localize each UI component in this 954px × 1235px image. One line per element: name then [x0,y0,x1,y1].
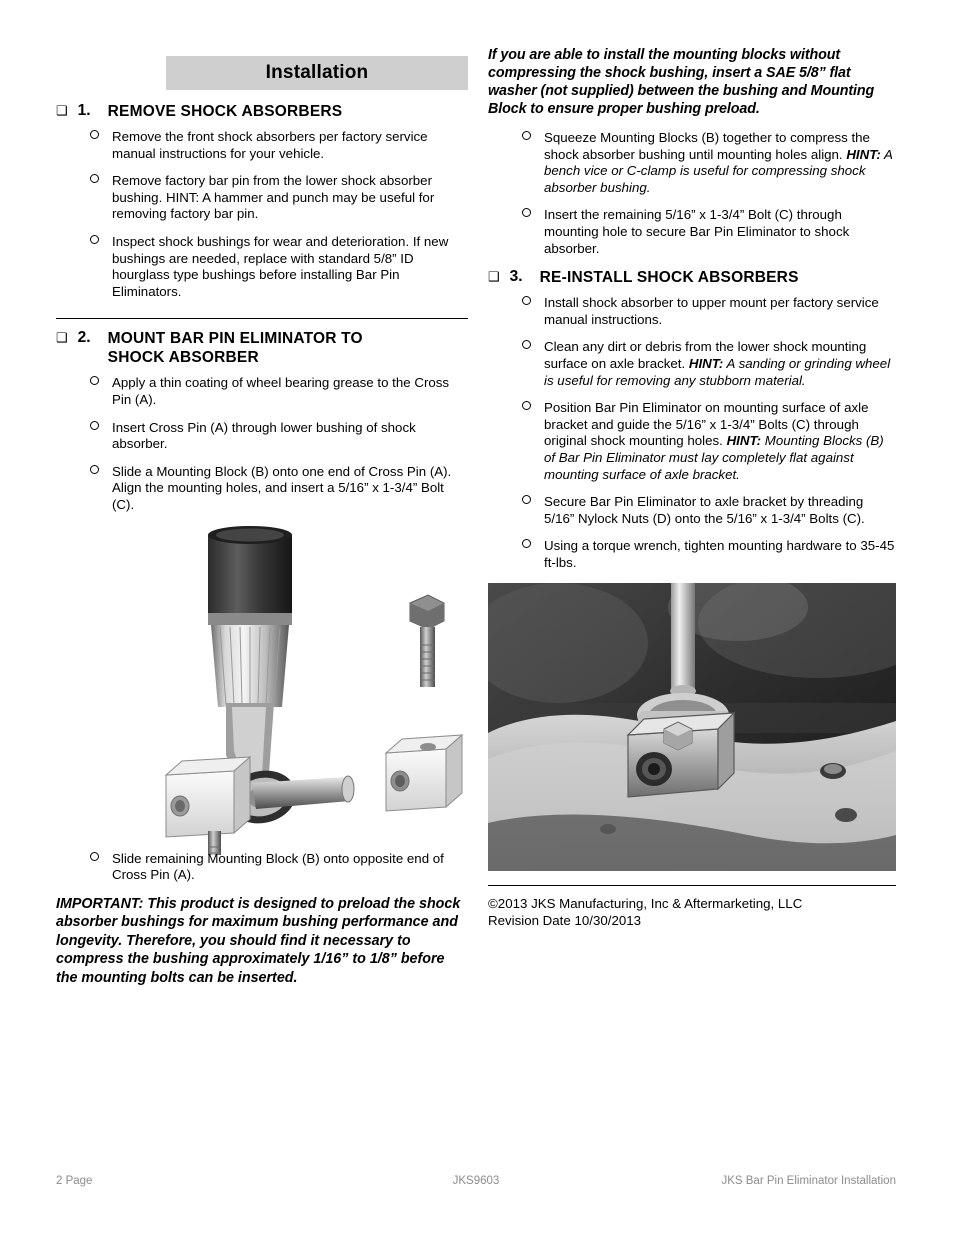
footer-page-number: 2 Page [56,1175,93,1187]
bullet-icon [90,421,99,430]
step-3-heading [488,268,896,287]
installation-photo [488,583,896,871]
list-item [90,851,468,884]
shock-absorber-body [208,526,292,793]
bullet-icon [90,852,99,861]
hint-label: HINT: [726,433,762,449]
bullet-icon [90,376,99,385]
list-item [522,295,896,328]
section-banner: Installation [166,56,468,90]
list-item [90,234,468,300]
bullet-text: Clean any dirt or debris from the lower shock mounting surface on axle bracket. [544,339,867,371]
hint-text: A bench vice or C-clamp is useful for compressing shock absorber bushing. [544,146,893,195]
bullet-text: Apply a thin coating of wheel bearing grease to the Cross Pin (A). [112,375,450,407]
step-1-number: 1. [77,102,91,119]
hint-text: A sanding or grinding wheel is useful for removing any stubborn material. [544,355,891,388]
list-item [522,207,896,257]
divider [488,885,896,886]
continued-bullets [488,130,896,257]
list-item [522,538,896,571]
hint-label: HINT: [846,146,881,162]
divider [56,318,468,319]
bullet-text: Insert the remaining 5/16” x 1-3/4” Bolt (C) through mounting hole to secure Bar Pin Eliminator to shock absorber. [544,207,850,256]
bullet-icon [522,131,531,140]
step-1-title: REMOVE SHOCK ABSORBERS [107,103,343,120]
bullet-text: Slide remaining Mounting Block (B) onto opposite end of Cross Pin (A). [112,850,444,883]
list-item [90,420,468,453]
footer-part-number: JKS9603 [452,1175,500,1187]
bullet-icon [522,296,531,305]
hex-bolt [410,595,444,687]
checkbox-icon: ❑ [56,330,68,346]
bullet-icon [90,235,99,244]
list-item [522,400,896,483]
left-column [56,56,468,987]
mounting-block-left [166,757,250,855]
bar-pin-eliminator-photo [628,713,734,797]
bullet-text: Position Bar Pin Eliminator on mounting surface of axle bracket and guide the 5/16” x 1-3/4” Bolts (C) through original shock mounting holes. [544,400,869,449]
list-item [90,464,468,514]
footer-doc-title: JKS Bar Pin Eliminator Installation [721,1175,896,1187]
bullet-text: Slide a Mounting Block (B) onto one end of Cross Pin (A). Align the mounting holes, and insert a 5/16” x 1-3/4” Bolt (C). [112,463,452,512]
bullet-text: Insert Cross Pin (A) through lower bushing of shock absorber. [112,419,416,452]
checkbox-icon: ❑ [488,269,500,285]
step-2-title: MOUNT BAR PIN ELIMINATOR TO SHOCK ABSORBER [107,330,363,367]
step-2-number: 2. [77,329,91,347]
bullet-text: Inspect shock bushings for wear and deterioration. If new bushings are needed, replace with standard 5/8” ID hourglass type bushings before installing Bar Pin Eliminators. [112,233,449,299]
list-item [90,129,468,162]
right-column [488,46,896,929]
bullet-text: Secure Bar Pin Eliminator to axle bracket by threading 5/16” Nylock Nuts (D) onto the 5/16” x 1-3/4” Bolts (C). [544,494,865,526]
hint-text: Mounting Blocks (B) of Bar Pin Eliminator must lay completely flat against mounting surface of axle bracket. [544,433,884,482]
bullet-text: Squeeze Mounting Blocks (B) together to compress the shock absorber bushing until mounting holes align. [544,130,870,162]
bullet-icon [90,174,99,183]
bullet-icon [90,130,99,139]
bullet-text: Using a torque wrench, tighten mounting hardware to 35-45 ft-lbs. [544,538,895,570]
bullet-icon [522,340,531,349]
checkbox-icon: ❑ [56,103,68,118]
list-item [90,375,468,408]
hint-label: HINT: [688,355,724,371]
list-item [522,130,896,196]
step-3-bullets [488,295,896,571]
list-item [90,173,468,223]
bullet-icon [522,208,531,217]
bullet-text: Install shock absorber to upper mount per factory service manual instructions. [544,295,879,327]
bullet-icon [522,495,531,504]
revision-line: Revision Date 10/30/2013 [488,913,642,929]
step-2-post-figure-bullets [56,851,468,884]
step-1-heading [56,102,468,121]
bullet-icon [90,465,99,474]
step-3-title: RE-INSTALL SHOCK ABSORBERS [539,269,799,287]
step-2-bullets [56,375,468,513]
bullet-icon [522,539,531,548]
bullet-text: Remove factory bar pin from the lower shock absorber bushing. HINT: A hammer and punch may be useful for removing factory bar pin. [112,173,435,222]
copyright-line: ©2013 JKS Manufacturing, Inc & Aftermarketing, LLC [488,896,803,912]
bullet-text: Remove the front shock absorbers per factory service manual instructions for your vehicle. [112,129,428,161]
list-item [522,494,896,527]
exploded-diagram [56,525,468,855]
page-footer [56,1175,896,1187]
step-2-heading [56,329,468,367]
bullet-icon [522,401,531,410]
step-3-number: 3. [509,268,523,286]
list-item [522,339,896,389]
important-note: IMPORTANT: This product is designed to preload the shock absorber bushings for maximum bushing performance and longevity. Therefore, you should find it necessary to compress the bushing approximately 1/16” to 1/8” before the mounting bolts can be inserted. [56,895,461,986]
mounting-block-right [386,735,462,811]
step-1-bullets [56,129,468,300]
callout-note: If you are able to install the mounting blocks without compressing the shock bushing, insert a SAE 5/8” flat washer (not supplied) between the bushing and Mounting Block to ensure proper bushing preload. [488,47,875,117]
